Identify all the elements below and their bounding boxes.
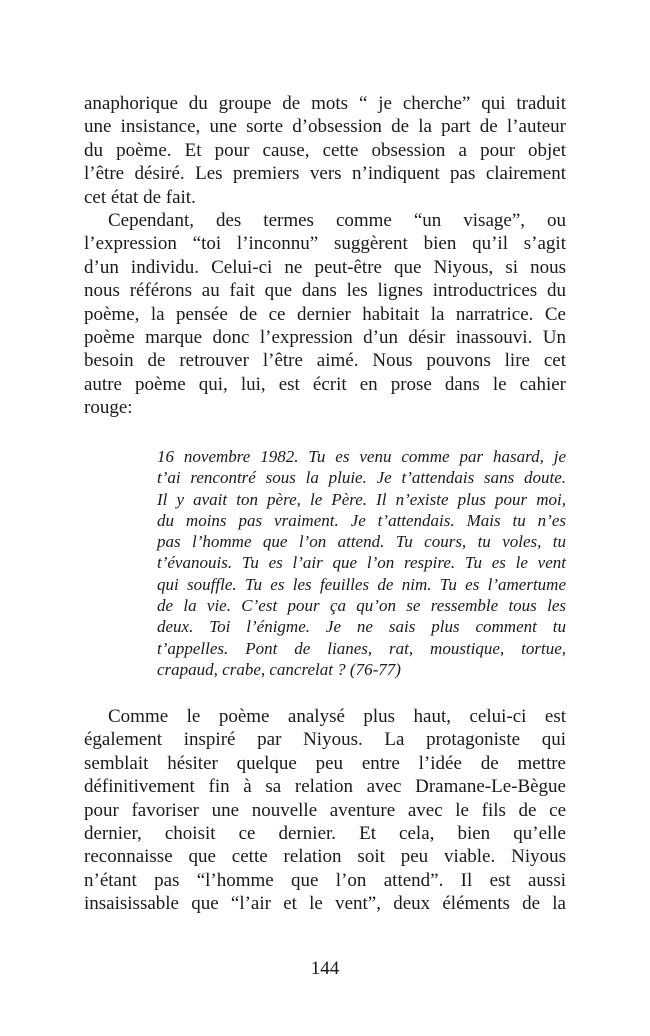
text-line: de la vie. C’est pour ça qu’on se ressemble tous les [157, 596, 566, 616]
paragraph-3 [84, 705, 566, 916]
text-line: deux. Toi l’énigme. Je ne sais plus comment tu [157, 617, 566, 637]
text-line: dernier, choisit ce dernier. Et cela, bien qu’elle [84, 822, 566, 844]
page-number: 144 [310, 958, 340, 979]
text-line: rouge: [84, 397, 133, 419]
text-line: pour favoriser une nouvelle aventure avec le fils de ce [84, 799, 566, 821]
text-line: Cependant, des termes comme “un visage”, ou [108, 210, 566, 231]
text-line: poème, la pensée de ce dernier habitait la narratrice. Ce [84, 303, 566, 325]
text-line: semblait hésiter quelque peu entre l’idée de mettre [84, 752, 566, 774]
text-line: définitivement fin à sa relation avec Dramane-Le-Bègue [84, 776, 566, 798]
text-line: nous référons au fait que dans les lignes introductrices du [84, 280, 566, 302]
text-line: également inspiré par Niyous. La protagoniste qui [84, 729, 566, 751]
text-line: t’évanouis. Tu es l’air que l’on respire. Tu es le vent [157, 553, 566, 573]
block-quote [157, 446, 566, 680]
text-line: t’ai rencontré sous la pluie. Je t’attendais sans doute. [157, 468, 566, 488]
text-line: Comme le poème analysé plus haut, celui-ci est [108, 706, 566, 727]
text-line: autre poème qui, lui, est écrit en prose dans le cahier [84, 373, 566, 395]
text-line: une insistance, une sorte d’obsession de la part de l’auteur [84, 116, 566, 138]
text-line: l’être désiré. Les premiers vers n’indiquent pas clairement [84, 163, 566, 185]
text-line: n’étant pas “l’homme que l’on attend”. Il est aussi [84, 869, 566, 891]
text-line: d’un individu. Celui-ci ne peut-être que Niyous, si nous [84, 256, 566, 278]
text-line: reconnaisse que cette relation soit peu viable. Niyous [84, 846, 566, 868]
text-line: qui souffle. Tu es les feuilles de nim. Tu es l’amertume [157, 574, 566, 594]
text-line: du moins pas vraiment. Je t’attendais. Mais tu n’es [157, 510, 566, 530]
text-line: pas l’homme que l’on attend. Tu cours, tu voles, tu [157, 532, 566, 552]
text-line: Il y avait ton père, le Père. Il n’existe plus pour moi, [157, 489, 566, 509]
text-line: l’expression “toi l’inconnu” suggèrent bien qu’il s’agit [84, 233, 566, 255]
text-line: t’appelles. Pont de lianes, rat, moustique, tortue, [157, 638, 566, 658]
text-line: anaphorique du groupe de mots “ je cherche” qui traduit [84, 93, 566, 114]
text-line: 16 novembre 1982. Tu es venu comme par hasard, je [157, 447, 566, 466]
text-line: poème marque donc l’expression d’un désir inassouvi. Un [84, 326, 566, 348]
text-line: du poème. Et pour cause, cette obsession a pour objet [84, 139, 566, 161]
paragraph-2 [84, 209, 566, 420]
text-line: crapaud, crabe, cancrelat ? (76-77) [157, 659, 401, 679]
text-line: cet état de fait. [84, 186, 196, 208]
paragraph-1 [84, 92, 566, 209]
text-line: besoin de retrouver l’être aimé. Nous pouvons lire cet [84, 350, 566, 372]
text-line: insaisissable que “l’air et le vent”, deux éléments de la [84, 893, 566, 915]
